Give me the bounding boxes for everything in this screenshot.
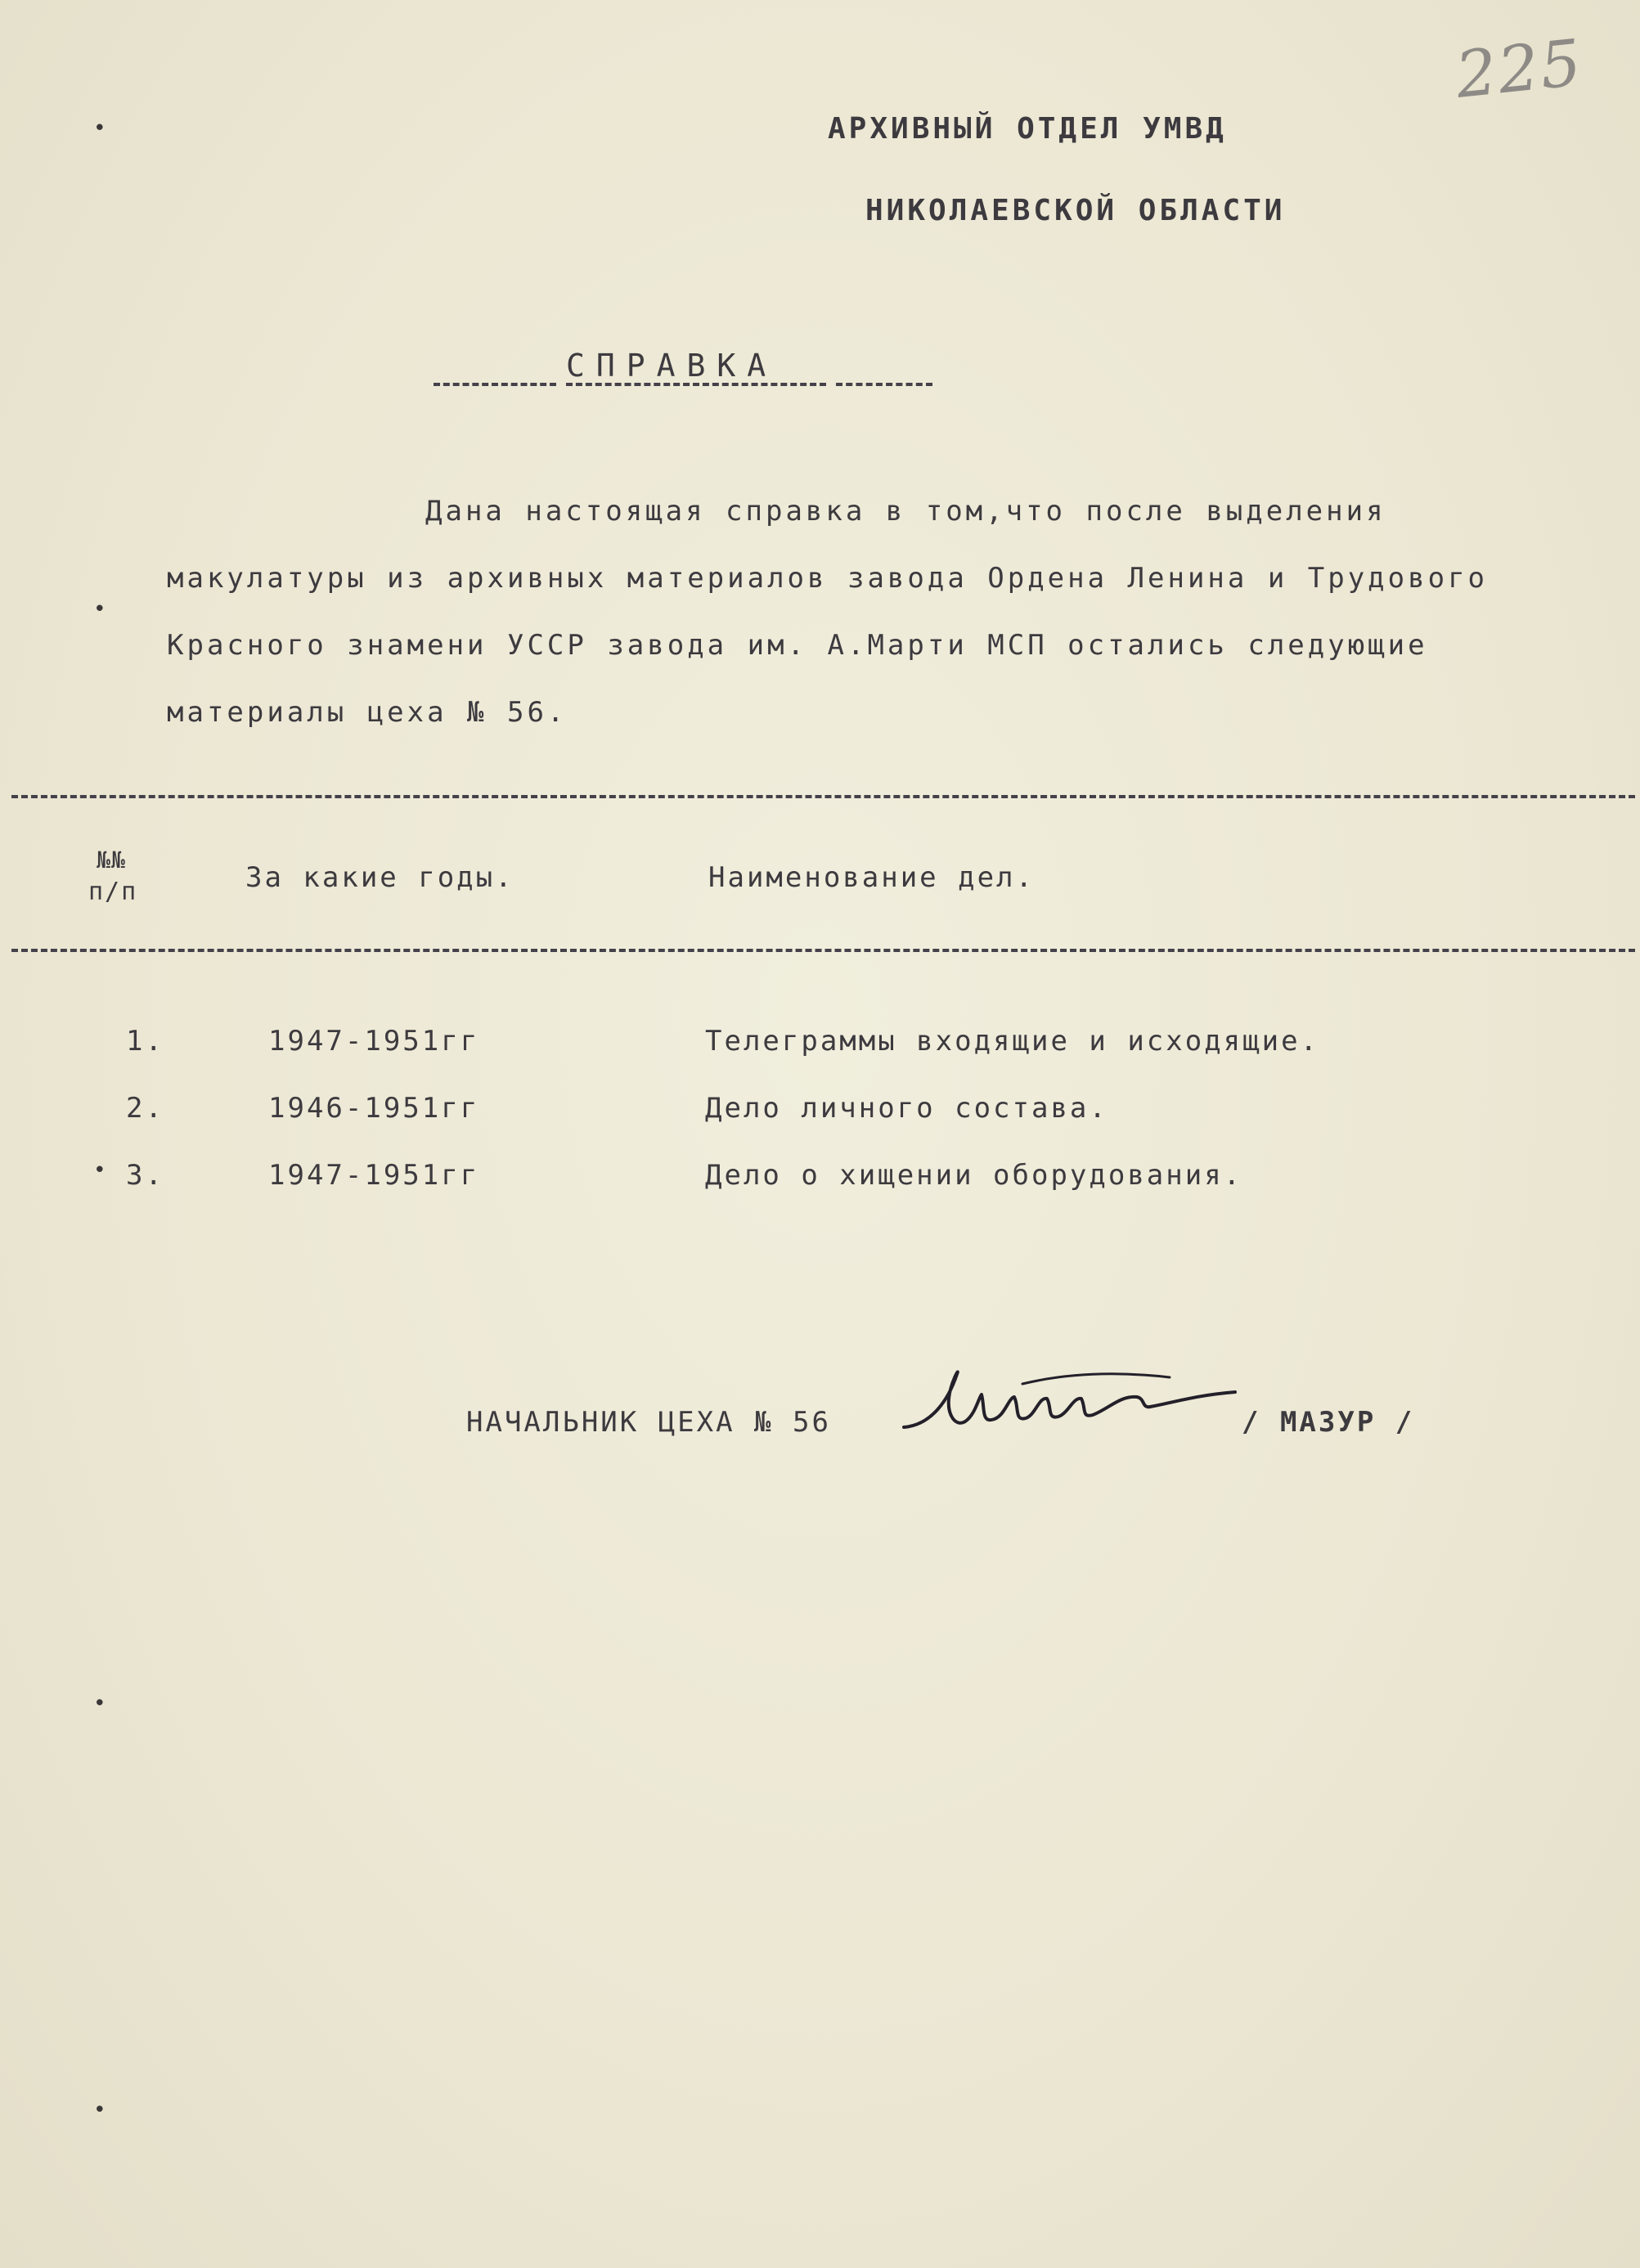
handwritten-signature	[900, 1350, 1243, 1456]
signature-name: / МАЗУР /	[1242, 1406, 1415, 1439]
row-number: 1.	[126, 1025, 164, 1058]
column-header-num-2: п/п	[88, 878, 138, 906]
body-line-1: Дана настоящая справка в том,что после выделения	[425, 495, 1386, 528]
row-number: 3.	[126, 1159, 164, 1192]
column-header-years: За какие годы.	[245, 861, 514, 894]
row-name: Дело личного состава.	[705, 1092, 1108, 1125]
table-header-rule	[11, 949, 1635, 952]
title-dash-left	[434, 383, 556, 386]
page-number: 225	[1452, 26, 1587, 113]
row-name: Дело о хищении оборудования.	[705, 1159, 1243, 1192]
column-header-name: Наименование дел.	[708, 861, 1035, 894]
title-underline	[566, 383, 826, 386]
binding-mark: •	[93, 2098, 106, 2122]
table-top-rule	[11, 795, 1635, 798]
body-line-3: Красного знамени УССР завода им. А.Марти МСП остались следующие	[167, 629, 1428, 662]
body-line-4: материалы цеха № 56.	[167, 696, 568, 729]
row-name: Телеграммы входящие и исходящие.	[705, 1025, 1320, 1058]
column-header-num-1: №№	[97, 847, 126, 874]
body-line-2: макулатуры из архивных материалов завода Ордена Ленина и Трудового	[167, 562, 1489, 595]
row-number: 2.	[126, 1092, 164, 1125]
binding-mark: •	[93, 1691, 106, 1716]
header-line-1: АРХИВНЫЙ ОТДЕЛ УМВД	[828, 112, 1227, 146]
binding-mark: •	[93, 597, 106, 622]
title-dash-right	[836, 383, 932, 386]
document-title: СПРАВКА	[566, 348, 778, 384]
row-years: 1947-1951гг	[268, 1025, 480, 1058]
header-line-2: НИКОЛАЕВСКОЙ ОБЛАСТИ	[865, 194, 1286, 227]
row-years: 1946-1951гг	[268, 1092, 480, 1125]
binding-mark: •	[93, 1158, 106, 1183]
row-years: 1947-1951гг	[268, 1159, 480, 1192]
signature-position: НАЧАЛЬНИК ЦЕХА № 56	[466, 1406, 831, 1439]
binding-mark: •	[93, 116, 106, 141]
